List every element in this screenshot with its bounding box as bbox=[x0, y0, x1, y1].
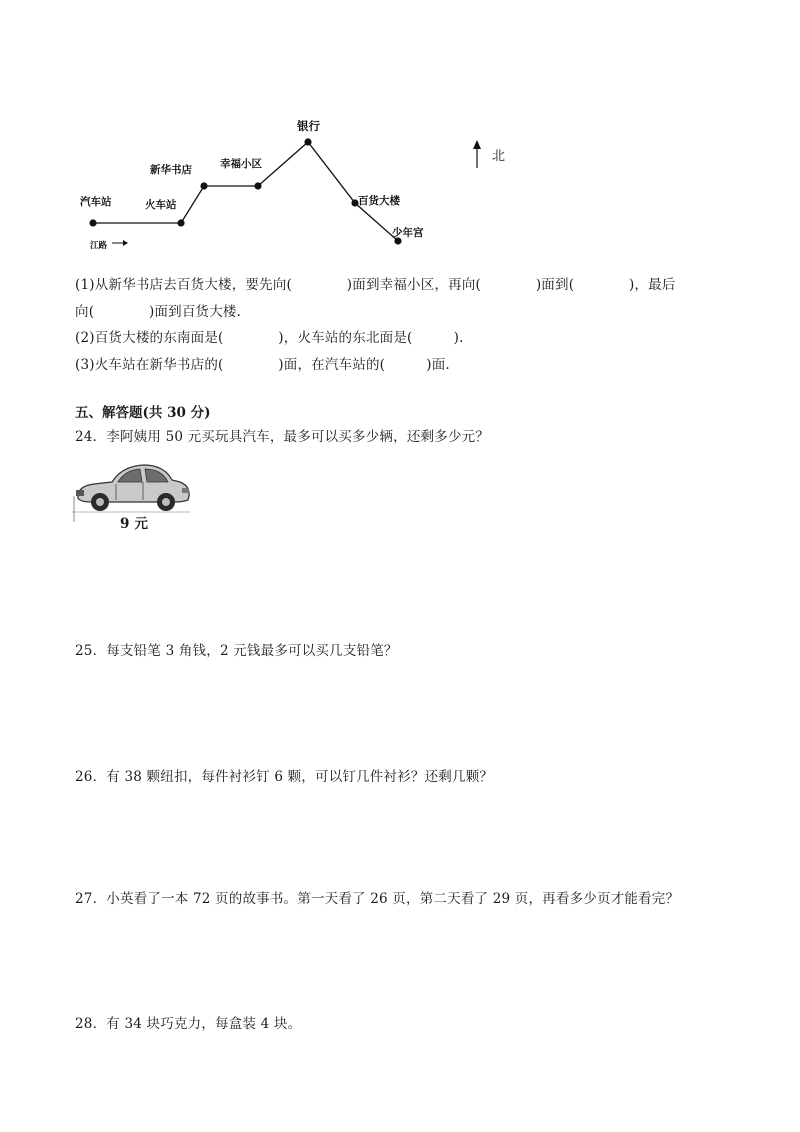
label-xinhua-bookstore: 新华书店 bbox=[150, 164, 192, 176]
question-1-line-1: (1)从新华书店去百货大楼，要先向( )面到幸福小区，再向( )面到( )，最后 bbox=[75, 277, 676, 293]
bookstore-dot bbox=[200, 182, 207, 189]
xingfu-dot bbox=[254, 182, 261, 189]
label-department-store: 百货大楼 bbox=[358, 195, 400, 207]
label-bus-station: 汽车站 bbox=[80, 196, 112, 208]
section-heading: 五、解答题(共 30 分) bbox=[75, 405, 211, 421]
label-xingfu-district: 幸福小区 bbox=[220, 158, 262, 170]
car-price-label: 9 元 bbox=[120, 516, 149, 532]
question-27: 27．小英看了一本 72 页的故事书。第一天看了 26 页，第二天看了 29 页，再看多少页才能看完？ bbox=[75, 891, 680, 907]
label-bank: 银行 bbox=[297, 119, 320, 133]
question-25: 25．每支铅笔 3 角钱，2 元钱最多可以买几支铅笔？ bbox=[75, 643, 398, 659]
question-26: 26．有 38 颗纽扣，每件衬衫钉 6 颗，可以钉几件衬衫？还剩几颗？ bbox=[75, 769, 494, 785]
label-train-station: 火车站 bbox=[145, 199, 177, 211]
question-3: (3)火车站在新华书店的( )面，在汽车站的( )面. bbox=[75, 357, 450, 373]
label-youth-palace: 少年宫 bbox=[392, 227, 424, 239]
road-arrow-head bbox=[123, 240, 128, 246]
bank-dot bbox=[304, 138, 311, 145]
route-map bbox=[0, 0, 800, 260]
north-arrow-icon bbox=[473, 140, 481, 149]
bus-station-dot bbox=[89, 219, 96, 226]
question-24: 24．李阿姨用 50 元买玩具汽车，最多可以买多少辆，还剩多少元？ bbox=[75, 429, 490, 445]
question-1-line-2: 向( )面到百货大楼. bbox=[75, 304, 242, 320]
question-2: (2)百货大楼的东南面是( )，火车站的东北面是( ). bbox=[75, 330, 464, 346]
label-road: 江路 bbox=[90, 241, 108, 251]
route-line bbox=[93, 142, 398, 241]
north-label: 北 bbox=[492, 149, 506, 164]
train-station-dot bbox=[177, 219, 184, 226]
question-28: 28．有 34 块巧克力，每盒装 4 块。 bbox=[75, 1016, 302, 1032]
